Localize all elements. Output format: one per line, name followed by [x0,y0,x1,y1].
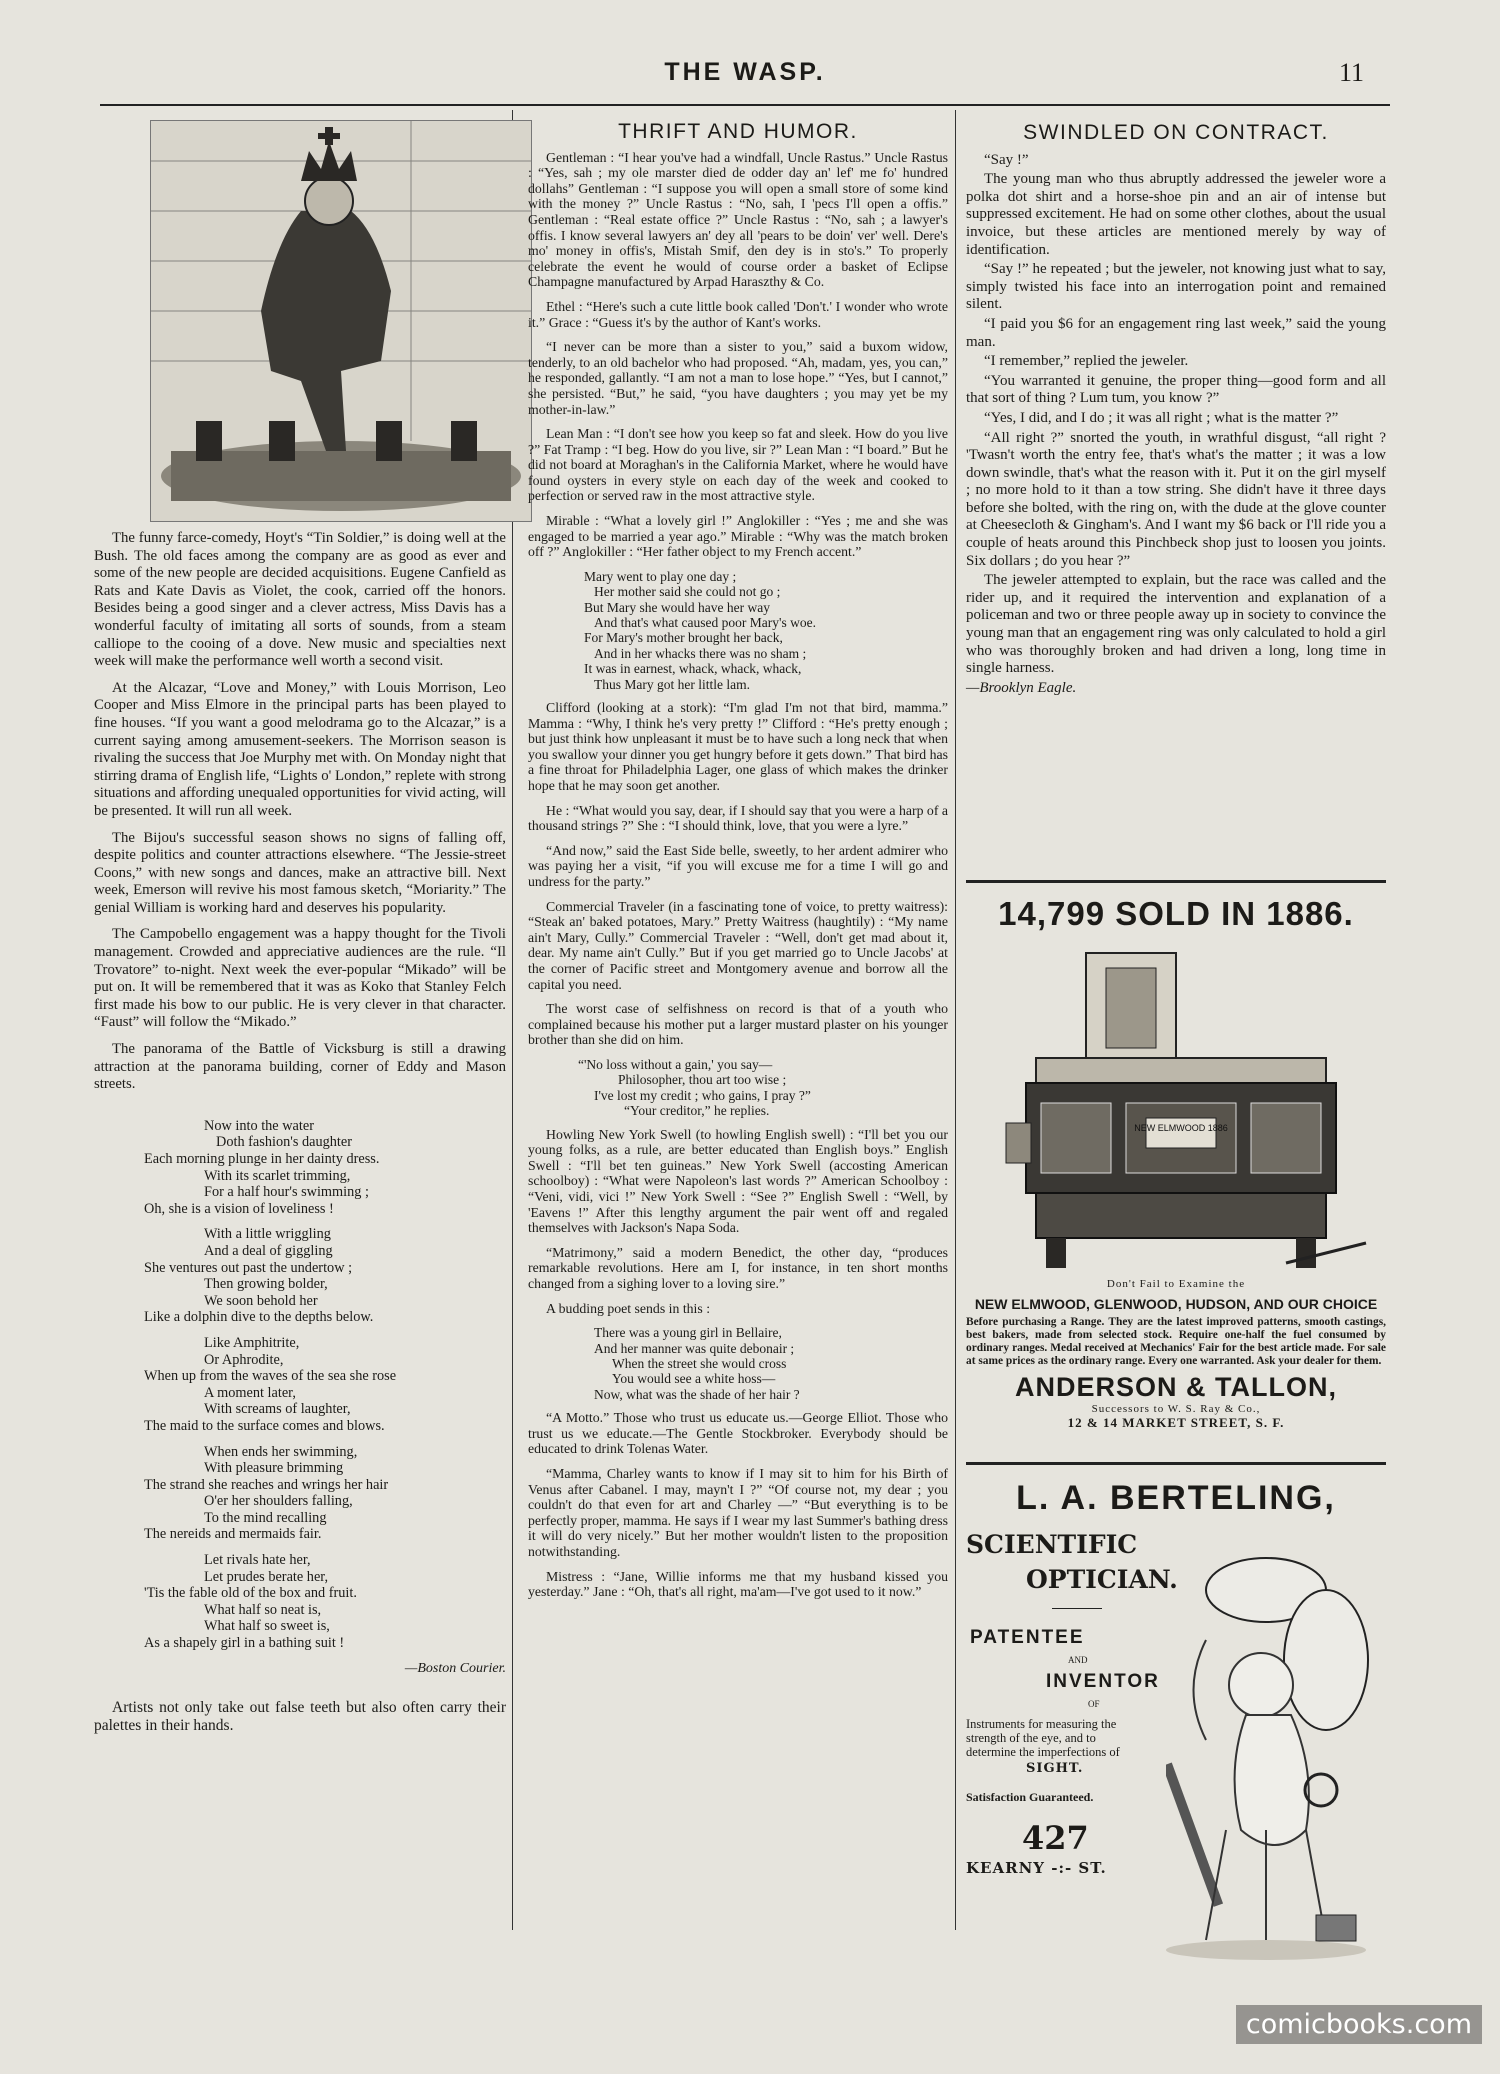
column2-paragraph: Mirable : “What a lovely girl !” Anglokiller : “Yes ; me and she was engaged to be married a year ago.” Mirable : “Why was the match broken off ?” Anglokiller : “Her father object to my French accent.” [528,513,948,560]
optician-inventor: INVENTOR [1046,1671,1160,1692]
stove-successors: Successors to W. S. Ray & Co., [1091,1403,1261,1415]
poem-line: A moment later, [204,1384,296,1401]
poem-credit: —Boston Courier. [404,1660,506,1676]
poem-line: Doth fashion's daughter [216,1134,352,1151]
rhyme-line: Now, what was the shade of her hair ? [594,1386,800,1402]
rhyme-line: For Mary's mother brought her back, [584,630,783,646]
optician-sight: SIGHT. [1026,1761,1084,1776]
optician-body [966,1530,1386,2000]
credit-rhyme [528,1057,948,1119]
column2-paragraph: Gentleman : “I hear you've had a windfall, Uncle Rastus.” Uncle Rastus : “Yes, sah ; my ole marster died de odder day an' lef' me fo' hundred dollahs” Gentleman : “I suppose you will open a small store of some kind with the money ?” Uncle Rastus : “No, sah, I 'pecs I'll open a offis.” Gentleman : “Real estate office ?” Uncle Rastus : “No, sah ; a lawyer's offis. I know several lawyers an' dey all 'pears to be doin' ver' well. Dere's mo' money in offis's, Mistah Smif, den dey is in sto's.” To properly celebrate the event he would of course order a basket of Eclipse Champagne manufactured by Arpad Haraszthy & Co. [528,149,948,290]
column3-paragraph: “Yes, I did, and I do ; it was all right ; what is the matter ?” [984,409,1339,426]
poem-line: With screams of laughter, [204,1401,351,1418]
column2-paragraph: Mistress : “Jane, Willie informs me that my husband kissed you yesterday.” Jane : “Oh, that's all right, ma'am—I've got used to it now.” [528,1568,948,1600]
optician-description: Instruments for measuring the strength of the eye, and to determine the imperfections of [966,1717,1120,1759]
poem-line: O'er her shoulders falling, [204,1493,353,1510]
optician-number: 427 [1022,1819,1089,1857]
poem-stanza [94,1552,506,1652]
column-1 [94,530,506,1744]
poem-line: Let rivals hate her, [204,1552,311,1569]
optician-divider [1052,1608,1102,1609]
rhyme-line: And that's what caused poor Mary's woe. [594,615,816,631]
poem-line: The maid to the surface comes and blows. [144,1417,385,1434]
ad-rule [966,880,1386,883]
column-2 [528,120,948,1609]
rhyme-line: You would see a white hoss— [612,1371,776,1387]
mary-rhyme [528,569,948,692]
bellaire-limerick [528,1325,948,1402]
poem-line: With pleasure brimming [204,1460,344,1477]
column2-paragraph: A budding poet sends in this : [546,1300,711,1316]
swindled-heading: SWINDLED ON CONTRACT. [1023,121,1329,144]
column1-closing: Artists not only take out false teeth but also often carry their palettes in their hands. [94,1699,506,1735]
stove-body: Before purchasing a Range. They are the latest improved patterns, smooth castings, best bakers, made from selected stock. Require one-half the fuel consumed by ordinary ranges. Medal received at Mechanics' Fair for the best article made. For sale at same prices as the ordinary range. Every one warranted. Ask your dealer for them. [966,1316,1386,1367]
column2-paragraph: “Mamma, Charley wants to know if I may sit to him for his Birth of Venus after Cabanel. I may, mayn't I ?” “Of course not, my dear ; you couldn't do that even for art and Charley —” “But everything is to be perfectly proper, mamma. He says if I wear my last Summer's bathing dress it will do very nicely.” But her mother wouldn't listen to the proposition notwithstanding. [528,1465,948,1559]
poem-line: With a little wriggling [204,1226,331,1243]
column3-paragraph: “You warranted it genuine, the proper thing—good form and all that sort of thing ? Lum tum, you know ?” [966,372,1386,407]
column3-paragraph: “Say !” he repeated ; but the jeweler, not knowing just what to say, simply twisted his face into an interrogation point and remained silent. [966,261,1386,313]
masthead-rule [100,104,1390,106]
poem-line: Like a dolphin dive to the depths below. [144,1309,374,1326]
poem-line: To the mind recalling [204,1509,327,1526]
poem-line: Let prudes berate her, [204,1568,329,1585]
column2-paragraph: Ethel : “Here's such a cute little book called 'Don't.' I wonder who wrote it.” Grace : “Guess it's by the author of Kant's works. [528,298,948,330]
column3-paragraph: “I remember,” replied the jeweler. [984,353,1189,370]
poem-line: What half so sweet is, [204,1618,330,1635]
rhyme-line: Thus Mary got her little lam. [594,676,750,692]
rhyme-line: Mary went to play one day ; [584,568,737,584]
poem-line: What half so neat is, [204,1601,322,1618]
stove-brands: NEW ELMWOOD, GLENWOOD, HUDSON, AND OUR CHOICE [974,1296,1378,1312]
column2-paragraph: Howling New York Swell (to howling English swell) : “I'll bet you our young folks, as a rule, are better educated than English boys.” English Swell : “I'll bet ten guineas.” New York Swell (accosting American schoolboy) : “What were Napoleon's last words ?” American Schoolboy : “Veni, vidi, vici !” New York Swell : “See ?” English Swell : “Well, by 'Eavens !” After this lengthy argument the pair went off and regaled themselves with Jackson's Napa Soda. [528,1126,948,1236]
masthead-title: THE WASP. [664,58,826,86]
column2-paragraph: Commercial Traveler (in a fascinating tone of voice, to pretty waitress): “Steak an' baked potatoes, Mary.” Pretty Waitress (haughtily) : “My name ain't Mary, Cully.” Commercial Traveler : “Well, don't get mad about it, dear. My name ain't Cully.” But if you get married go to Uncle Jacobs' at the corner of Pacific street and Montgomery avenue and borrow all the capital you need. [528,898,948,992]
poem-line: Then growing bolder, [204,1276,328,1293]
page-number: 11 [1338,58,1364,87]
column3-paragraph: “I paid you $6 for an engagement ring last week,” said the young man. [966,315,1386,350]
column2-paragraph: Lean Man : “I don't see how you keep so fat and sleek. How do you live ?” Fat Tramp : “I beg. How do you live, sir ?” Lean Man : “I board.” But he did not board at Moraghan's in the California Market, where he would have found oysters in every style on each day of the week and cooked to perfection or served raw in the most attractive style. [528,426,948,504]
column3-paragraph: “Say !” [984,151,1029,168]
rhyme-line: I've lost my credit ; who gains, I pray ?” [594,1087,811,1103]
poem-line: 'Tis the fable old of the box and fruit. [144,1585,357,1602]
column2-paragraph: “Matrimony,” said a modern Benedict, the other day, “produces remarkable revolutions. Here am I, for instance, in ten short months changed from a sighing lover to a loving sire.” [528,1244,948,1291]
rhyme-line: And in her whacks there was no sham ; [594,645,807,661]
rhyme-line: When the street she would cross [612,1355,787,1371]
optician-and: AND [1068,1655,1088,1665]
rhyme-line: There was a young girl in Bellaire, [594,1325,782,1341]
column-3 [966,121,1386,697]
poem-stanza [94,1335,506,1435]
poem-line: Oh, she is a vision of loveliness ! [144,1200,334,1217]
optician-advertisement [966,1462,1386,2000]
poem-line: Or Aphrodite, [204,1351,284,1368]
column2-paragraph: “A Motto.” Those who trust us educate us.—George Elliot. Those who trust us we educate.—The Gentle Stockbroker. Everybody should be educated to drink Tolenas Water. [528,1410,948,1457]
optician-of: OF [1088,1699,1100,1709]
optician-patentee: PATENTEE [970,1627,1085,1648]
poem-line: She ventures out past the undertow ; [144,1259,353,1276]
optician-street: KEARNY -:- ST. [966,1859,1107,1877]
column-rule-2 [955,110,956,1930]
poem-line: When ends her swimming, [204,1443,358,1460]
column1-paragraph: The Bijou's successful season shows no signs of falling off, despite politics and counter attractions elsewhere. “The Jessie-street Coons,” with new songs and dances, make an attractive bill. Next week, Emerson will revive his most famous sketch, “Moriarity.” The genial William is working hard and deserves his popularity. [94,829,506,916]
poem-line: The strand she reaches and wrings her hair [144,1476,389,1493]
optician-title: OPTICIAN. [1026,1565,1178,1594]
masthead [100,58,1390,98]
column2-paragraph: He : “What would you say, dear, if I should say that you were a harp of a thousand strings ?” She : “I should think, love, that you were a lyre.” [528,802,948,834]
stove-illustration [966,943,1386,1273]
poem-stanza [94,1226,506,1326]
poem-line: When up from the waves of the sea she rose [144,1368,397,1385]
poem-line: As a shapely girl in a bathing suit ! [144,1635,345,1652]
column2-paragraph: “I never can be more than a sister to you,” said a buxom widow, tenderly, to an old bachelor who had proposed. “Ah, madam, yes, you can,” he responded, gallantly. “I am not a man to lose hope.” “Yes, but I cannot,” she persisted. “But,” he said, “you have daughters ; you may yet be my mother-in-law.” [528,339,948,417]
poem-line: And a deal of giggling [204,1242,333,1259]
column2-paragraph: Clifford (looking at a stork): “I'm glad I'm not that bird, mamma.” Mamma : “Why, I think he's very pretty !” Clifford : “He's pretty enough ; but just think how unpleasant it must be to have such a long neck that when you swallow your dinner you get hungry before it gets down.” That bird has a fine throat for Philadelphia Lager, one glass of which makes the drinker hope that he may soon get another. [528,700,948,794]
column2-paragraph: The worst case of selfishness on record is that of a youth who complained because his mother put a larger mustard plaster on his younger brother than she did on him. [528,1001,948,1048]
thrift-humor-heading: THRIFT AND HUMOR. [618,120,858,143]
rhyme-line: Her mother said she could not go ; [594,584,781,600]
swindled-credit: —Brooklyn Eagle. [966,679,1077,696]
column3-paragraph: The young man who thus abruptly addressed the jeweler wore a polka dot shirt and a horse-shoe pin and an air of intense but suppressed excitement. He had on some other clothes, about the usual invoice, but these articles are mentioned merely by way of identification. [966,171,1386,258]
tin-soldier-illustration [150,120,532,522]
site-watermark: comicbooks.com [1236,2005,1482,2044]
poem-line: The nereids and mermaids fair. [144,1526,322,1543]
rhyme-line: But Mary she would have her way [584,599,770,615]
stove-headline: 14,799 SOLD IN 1886. [998,895,1354,932]
rhyme-line: It was in earnest, whack, whack, whack, [584,661,802,677]
tin-soldier-drawing [151,121,531,521]
column1-paragraph: The panorama of the Battle of Vicksburg is still a drawing attraction at the panorama building, corner of Eddy and Mason streets. [94,1041,506,1093]
column1-paragraph: The funny farce-comedy, Hoyt's “Tin Soldier,” is doing well at the Bush. The old faces among the company are as good as ever and some of the new people are decided acquisitions. Eugene Canfield as Rats and Kate Davis as Violet, the cook, carried off the honors. Besides being a good singer and a clever actress, Miss Davis has a wonderful faculty of imitating all sorts of sounds, from a steam calliope to the cooing of a dove. New music and specialties next week will make the performance well worth a second visit. [94,530,506,670]
poem-line: Now into the water [204,1117,314,1134]
cherub-with-lenses-illustration [1166,1530,1386,1970]
column1-paragraph: At the Alcazar, “Love and Money,” with Louis Morrison, Leo Cooper and Miss Elmore in the principal parts has been played to fine houses. “If you want a good melodrama go to the Alcazar,” is a current saying among amusement-seekers. The Morrison season is rivaling the success that Joe Murphy met with. On Monday night that stirring drama of English life, “Lights o' London,” replete with strong situations and affording unequaled opportunities for vivid acting, will be presented. It will run all week. [94,679,506,819]
rhyme-line: “Your creditor,” he replies. [624,1103,770,1119]
column3-paragraph: “All right ?” snorted the youth, in wrathful disgust, “all right ? 'Twasn't worth the entry fee, that's what's the matter ; it was a low down swindle, that's what the reason with it. Put it on the girl myself ; no more hold to it than a tow string. She didn't have it three days before she bolted, with the ring on, with the dude at the glove counter at Cheesecloth & Gingham's. And I want my $6 back or I'll ride you a couple of heats around this Pinchbeck shop just to loosen you joints. Six dollars ; do you hear ?” [966,429,1386,569]
column1-paragraph: The Campobello engagement was a happy thought for the Tivoli management. Crowded and appreciative audiences are the rule. “Il Trovatore” to-night. Next week the ever-popular “Mikado” will be put on. It will be remembered that it was as Koko that Stanley Felch first made his bow to our public. He is very clever in that character. “Faust” will follow the “Mikado.” [94,926,506,1031]
poem-line: We soon behold her [204,1292,318,1309]
poem-line: With its scarlet trimming, [204,1167,351,1184]
optician-guarantee: Satisfaction Guaranteed. [966,1790,1094,1804]
poem-line: For a half hour's swimming ; [204,1184,369,1201]
bathing-poem [94,1118,506,1677]
stove-firm: ANDERSON & TALLON, [1015,1372,1337,1402]
poem-stanza [94,1444,506,1544]
column3-paragraph: The jeweler attempted to explain, but the race was called and the rider up, and it required the intervention and explanation of a policeman and two or three people away up in society to convince the young man that an engagement ring was only calculated to hold a girl who was thoroughly broken and had driven a long, long time in single harness. [966,572,1386,677]
optician-name: L. A. BERTELING, [1016,1479,1336,1517]
poem-stanza [94,1118,506,1218]
poem-line: Like Amphitrite, [204,1334,300,1351]
rhyme-line: And her manner was quite debonair ; [594,1340,795,1356]
stove-address: 12 & 14 MARKET STREET, S. F. [1067,1415,1285,1430]
rhyme-line: Philosopher, thou art too wise ; [618,1072,787,1088]
stove-plate-text: NEW ELMWOOD 1886 [1134,1123,1228,1133]
ad-rule [966,1462,1386,1465]
rhyme-line: “'No loss without a gain,' you say— [578,1056,773,1072]
stove-advertisement [966,880,1386,1431]
stove-prompt: Don't Fail to Examine the [1106,1278,1246,1290]
optician-scientific: SCIENTIFIC [966,1530,1138,1559]
poem-line: Each morning plunge in her dainty dress. [144,1151,380,1167]
column2-paragraph: “And now,” said the East Side belle, sweetly, to her ardent admirer who was paying her a visit, “if you will excuse me for a time I will go and undress for the party.” [528,842,948,890]
